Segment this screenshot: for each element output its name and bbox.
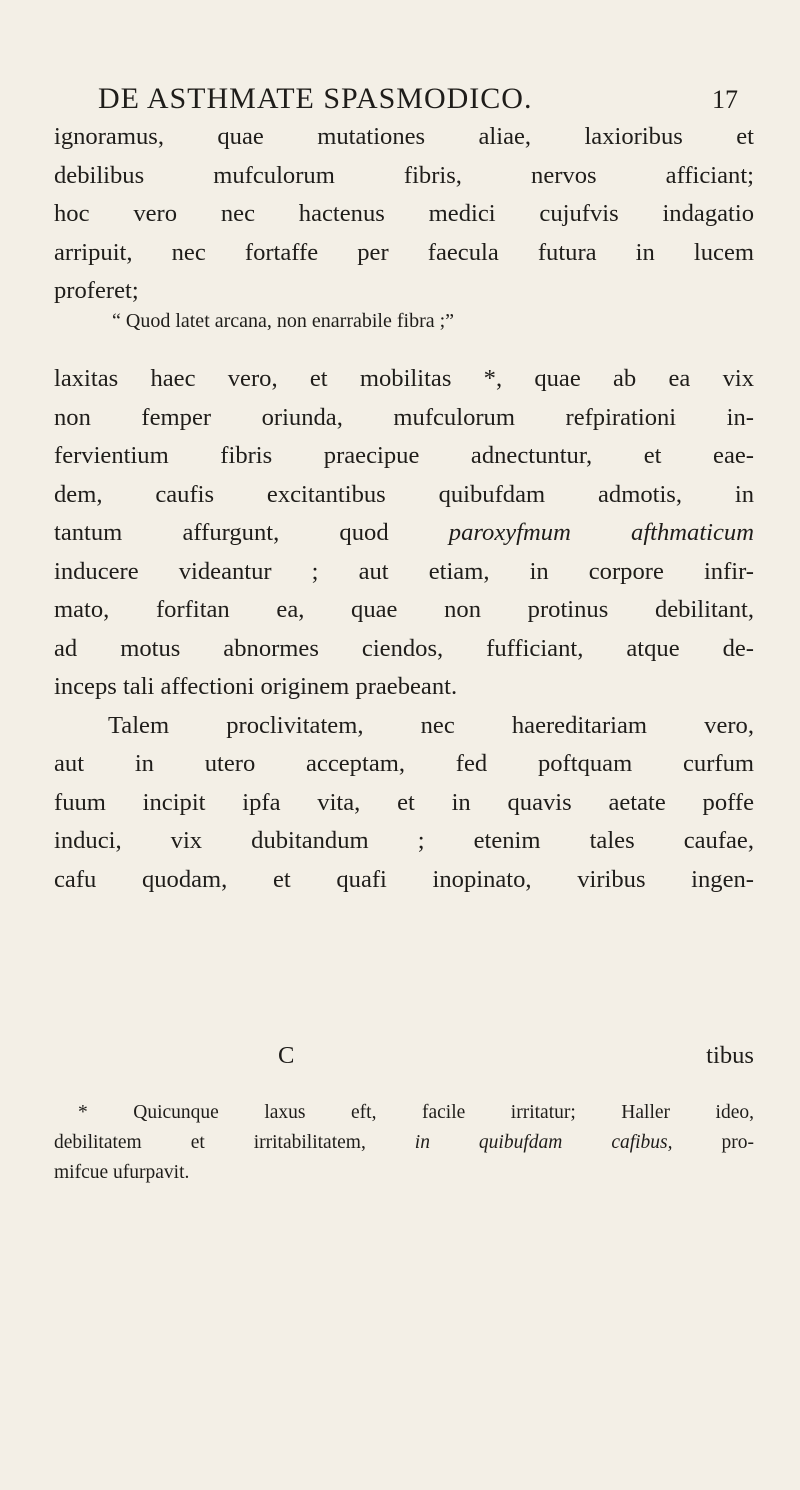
text-line: ad motus abnormes ciendos, fufficiant, atque de- (54, 634, 754, 662)
text-line: inducere videantur ; aut etiam, in corpore infir- (54, 557, 754, 585)
text-line: fuum incipit ipfa vita, et in quavis aetate poffe (54, 788, 754, 816)
text-line: dem, caufis excitantibus quibufdam admotis, in (54, 480, 754, 508)
footnote-line: * Quicunque laxus eft, facile irritatur; Haller ideo, (78, 1102, 754, 1123)
paragraph-1 (54, 118, 754, 311)
italic-term: afthmaticum (631, 519, 754, 546)
text-line: non femper oriunda, mufculorum refpirationi in- (54, 403, 754, 431)
text-line: mato, forfitan ea, quae non protinus debilitant, (54, 596, 754, 623)
italic-term: paroxyfmum (448, 519, 571, 546)
text-line: hoc vero nec hactenus medici cujufvis indagatio (54, 200, 754, 227)
text-line: arripuit, nec fortaffe per faecula futura in lucem (54, 238, 754, 266)
paragraph-2 (54, 360, 754, 899)
signature-mark: C (278, 1042, 295, 1069)
text-line: Talem proclivitatem, nec haereditariam vero, (108, 711, 754, 739)
text-line: aut in utero acceptam, fed poftquam curfum (54, 750, 754, 777)
text-segment: pro- (672, 1132, 754, 1153)
text-line: laxitas haec vero, et mobilitas *, quae ab ea vix (54, 365, 754, 392)
footnote-line (54, 1128, 754, 1158)
catchword: tibus (706, 1042, 754, 1069)
text-segment: tantum affurgunt, quod (54, 519, 449, 546)
footnote (54, 1098, 754, 1188)
text-line: proferet; (54, 277, 139, 304)
italic-term: in quibufdam cafibus, (414, 1132, 673, 1153)
text-line: induci, vix dubitandum ; etenim tales caufae, (54, 827, 754, 854)
text-line: fervientium fibris praecipue adnectuntur, et eae- (54, 442, 754, 469)
text-segment: debilitatem et irritabilitatem, (54, 1132, 415, 1153)
text-line: ignoramus, quae mutationes aliae, laxioribus et (54, 123, 754, 150)
text-line: inceps tali affectioni originem praebeant. (54, 673, 458, 700)
text-line: debilibus mufculorum fibris, nervos afficiant; (54, 161, 754, 189)
page-number: 17 (712, 85, 738, 114)
verse-quotation: “ Quod latet arcana, non enarrabile fibra ;” (112, 310, 455, 332)
running-header (98, 82, 738, 116)
running-title: DE ASTHMATE SPASMODICO. (98, 82, 533, 115)
text-line-italic (54, 514, 754, 553)
footnote-line: mifcue ufurpavit. (54, 1162, 190, 1183)
text-line: cafu quodam, et quafi inopinato, viribus ingen- (54, 865, 754, 893)
